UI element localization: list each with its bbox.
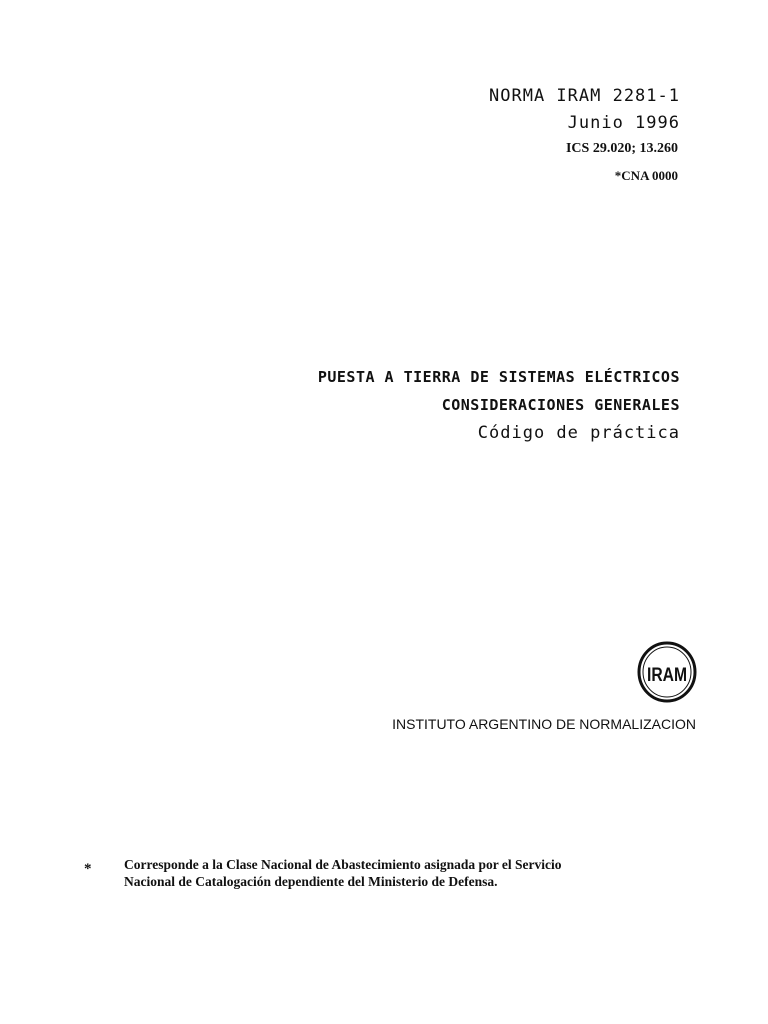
iram-logo-icon (636, 641, 698, 703)
document-title-line-1: PUESTA A TIERRA DE SISTEMAS ELÉCTRICOS (317, 368, 680, 386)
cna-code: *CNA 0000 (614, 168, 678, 183)
footnote-line-1: Corresponde a la Clase Nacional de Abastecimiento asignada por el Servicio (124, 857, 562, 872)
institution-name: INSTITUTO ARGENTINO DE NORMALIZACION (392, 716, 696, 732)
document-title-line-3: Código de práctica (477, 423, 680, 443)
document-title-line-2: CONSIDERACIONES GENERALES (441, 396, 680, 414)
footnote-marker: * (84, 861, 92, 877)
footnote (124, 856, 704, 890)
logo-text: IRAM (647, 665, 687, 686)
norma-number: NORMA IRAM 2281-1 (489, 86, 680, 106)
ics-code: ICS 29.020; 13.260 (565, 141, 678, 156)
publication-date: Junio 1996 (567, 113, 680, 133)
footnote-line-2: Nacional de Catalogación dependiente del Ministerio de Defensa. (124, 874, 498, 889)
